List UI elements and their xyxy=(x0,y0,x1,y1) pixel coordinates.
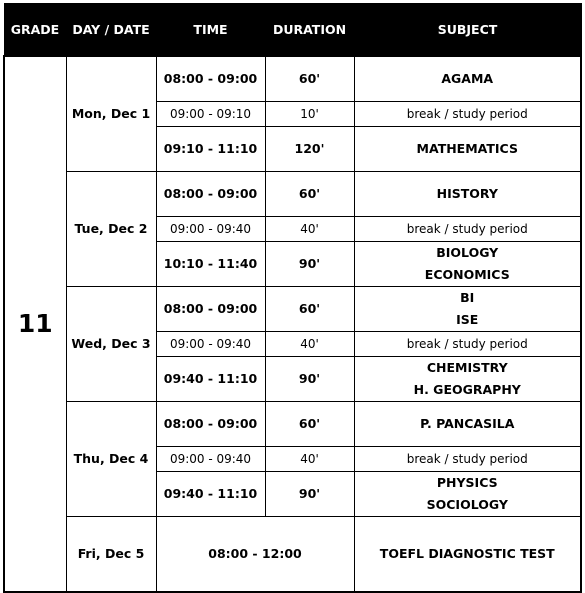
duration-cell: 90' xyxy=(265,472,354,517)
time-cell: 09:10 - 11:10 xyxy=(156,127,265,172)
header-grade: GRADE xyxy=(4,4,66,57)
subject-name: MATHEMATICS xyxy=(416,141,518,156)
time-cell: 08:00 - 09:00 xyxy=(156,287,265,332)
day-date-cell: Thu, Dec 4 xyxy=(66,402,156,517)
time-cell: 09:00 - 09:40 xyxy=(156,447,265,472)
subject-cell xyxy=(354,402,581,447)
header-subject: SUBJECT xyxy=(354,4,581,57)
subject-cell: TOEFL DIAGNOSTIC TEST xyxy=(354,517,581,593)
table-row xyxy=(4,287,581,332)
duration-cell: 40' xyxy=(265,332,354,357)
duration-cell: 10' xyxy=(265,102,354,127)
header-time: TIME xyxy=(156,4,265,57)
subject-name: AGAMA xyxy=(441,71,494,86)
time-cell: 09:00 - 09:40 xyxy=(156,332,265,357)
day-date-cell: Mon, Dec 1 xyxy=(66,56,156,172)
duration-cell: 40' xyxy=(265,447,354,472)
subject-cell xyxy=(354,357,581,402)
subject-name: BI xyxy=(460,290,475,305)
header-duration: DURATION xyxy=(265,4,354,57)
time-cell: 08:00 - 09:00 xyxy=(156,402,265,447)
table-header xyxy=(4,4,581,57)
time-cell: 08:00 - 09:00 xyxy=(156,172,265,217)
subject-name: ECONOMICS xyxy=(424,267,510,282)
subject-name: PHYSICS xyxy=(436,475,498,490)
table-row xyxy=(4,402,581,447)
duration-cell: 60' xyxy=(265,56,354,102)
subject-cell xyxy=(354,287,581,332)
time-cell: 09:40 - 11:10 xyxy=(156,357,265,402)
table-body xyxy=(4,56,581,592)
subject-name: BIOLOGY xyxy=(436,245,499,260)
subject-cell: break / study period xyxy=(354,332,581,357)
duration-cell: 90' xyxy=(265,357,354,402)
duration-cell: 60' xyxy=(265,287,354,332)
subject-name: P. PANCASILA xyxy=(420,416,515,431)
table-row xyxy=(4,517,581,593)
subject-name: CHEMISTRY xyxy=(426,360,508,375)
subject-name: HISTORY xyxy=(436,186,498,201)
duration-cell: 40' xyxy=(265,217,354,242)
time-cell: 08:00 - 12:00 xyxy=(156,517,354,593)
time-cell: 09:40 - 11:10 xyxy=(156,472,265,517)
day-date-cell: Fri, Dec 5 xyxy=(66,517,156,593)
table-row xyxy=(4,56,581,102)
table-row xyxy=(4,172,581,217)
subject-cell: break / study period xyxy=(354,217,581,242)
time-cell: 09:00 - 09:40 xyxy=(156,217,265,242)
duration-cell: 60' xyxy=(265,172,354,217)
subject-cell: break / study period xyxy=(354,102,581,127)
grade-value: 11 xyxy=(4,56,66,592)
subject-cell xyxy=(354,172,581,217)
subject-cell: break / study period xyxy=(354,447,581,472)
subject-cell xyxy=(354,56,581,102)
time-cell: 10:10 - 11:40 xyxy=(156,242,265,287)
subject-name: SOCIOLOGY xyxy=(426,497,508,512)
subject-cell xyxy=(354,472,581,517)
exam-schedule-table xyxy=(3,3,582,593)
header-day-date: DAY / DATE xyxy=(66,4,156,57)
subject-name: H. GEOGRAPHY xyxy=(413,382,521,397)
day-date-cell: Tue, Dec 2 xyxy=(66,172,156,287)
subject-cell xyxy=(354,127,581,172)
time-cell: 09:00 - 09:10 xyxy=(156,102,265,127)
day-date-cell: Wed, Dec 3 xyxy=(66,287,156,402)
duration-cell: 90' xyxy=(265,242,354,287)
duration-cell: 60' xyxy=(265,402,354,447)
duration-cell: 120' xyxy=(265,127,354,172)
time-cell: 08:00 - 09:00 xyxy=(156,56,265,102)
subject-name: ISE xyxy=(456,312,479,327)
subject-cell xyxy=(354,242,581,287)
